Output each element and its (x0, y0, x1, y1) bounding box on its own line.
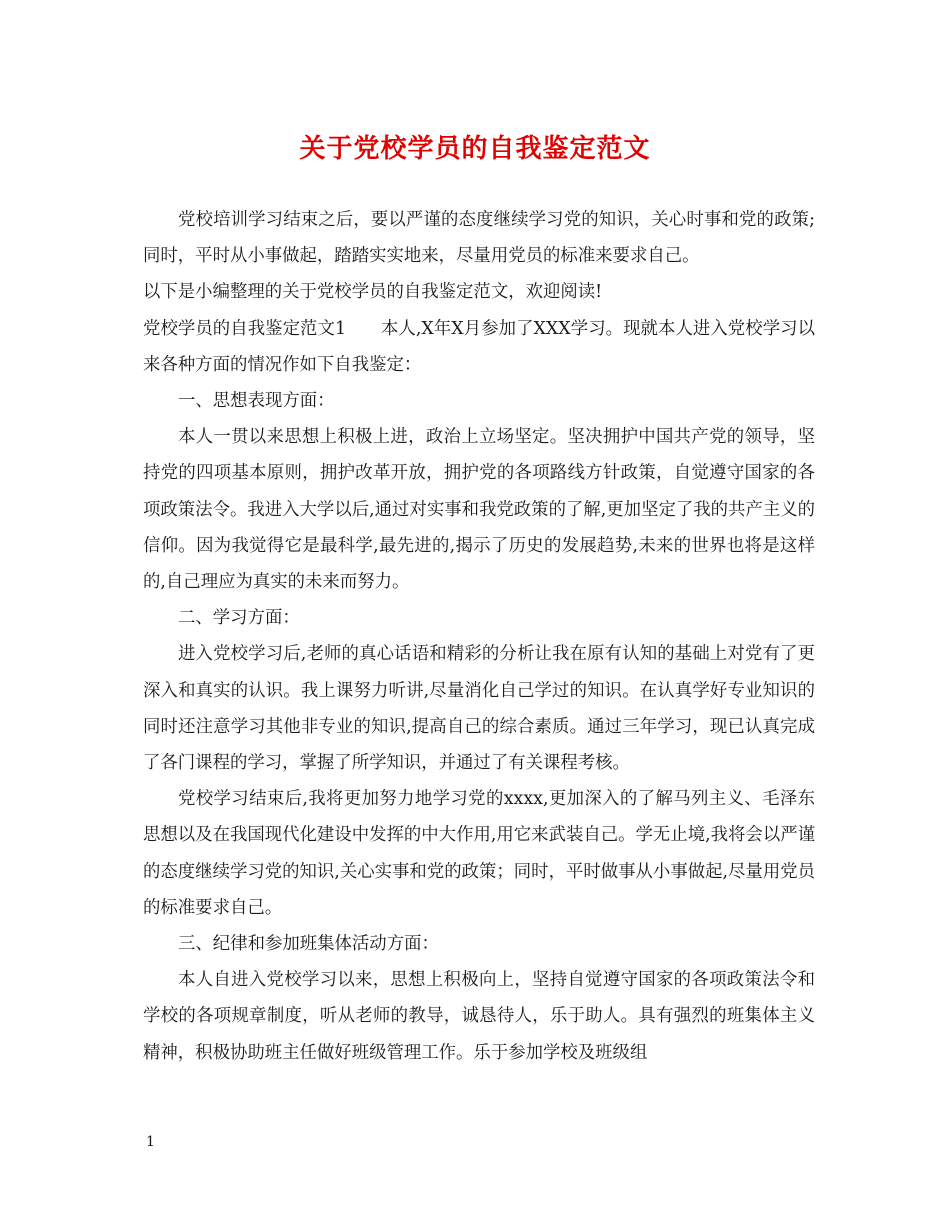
document-title: 关于党校学员的自我鉴定范文 (299, 134, 651, 164)
document-body (143, 202, 815, 1071)
paragraph-intro: 党校培训学习结束之后，要以严谨的态度继续学习党的知识，关心时事和党的政策;同时，平时从小事做起，踏踏实实地来，尽量用党员的标准来要求自己。 (143, 210, 815, 267)
paragraph-lead: 以下是小编整理的关于党校学员的自我鉴定范文，欢迎阅读! (143, 282, 603, 303)
paragraph-thought: 本人一贯以来思想上积极上进，政治上立场坚定。坚决拥护中国共产党的领导，坚持党的四项基本原则，拥护改革开放，拥护党的各项路线方针政策，自觉遵守国家的各项政策法令。我进入大学以后,通过对实事和我党政策的了解,更加坚定了我的共产主义的信仰。因为我觉得它是最科学,最先进的,揭示了历史的发展趋势,未来的世界也将是这样的,自己理应为真实的未来而努力。 (143, 427, 815, 593)
section-heading-discipline: 三、纪律和参加班集体活动方面： (178, 934, 439, 955)
paragraph-discipline: 本人自进入党校学习以来，思想上积极向上，坚持自觉遵守国家的各项政策法令和学校的各项规章制度，听从老师的教导，诚恳待人，乐于助人。具有强烈的班集体主义精神，积极协助班主任做好班级管理工作。乐于参加学校及班级组 (143, 970, 815, 1063)
paragraph-study: 进入党校学习后,老师的真心话语和精彩的分析让我在原有认知的基础上对党有了更深入和真实的认识。我上课努力听讲,尽量消化自己学过的知识。在认真学好专业知识的同时还注意学习其他非专业的知识,提高自己的综合素质。通过三年学习，现已认真完成了各门课程的学习，掌握了所学知识，并通过了有关课程考核。 (143, 644, 815, 774)
paragraph-sample-heading: 党校学员的自我鉴定范文1 本人,X年X月参加了XXX学习。现就本人进入党校学习以来各种方面的情况作如下自我鉴定： (143, 318, 815, 375)
section-heading-study: 二、学习方面： (178, 608, 300, 629)
section-heading-thought: 一、思想表现方面： (178, 391, 335, 412)
paragraph-after-study: 党校学习结束后,我将更加努力地学习党的xxxx,更加深入的了解马列主义、毛泽东思想以及在我国现代化建设中发挥的中大作用,用它来武装自己。学无止境,我将会以严谨的态度继续学习党的知识,关心实事和党的政策；同时，平时做事从小事做起,尽量用党员的标准要求自己。 (143, 789, 815, 918)
page-number: 1 (146, 1134, 155, 1150)
